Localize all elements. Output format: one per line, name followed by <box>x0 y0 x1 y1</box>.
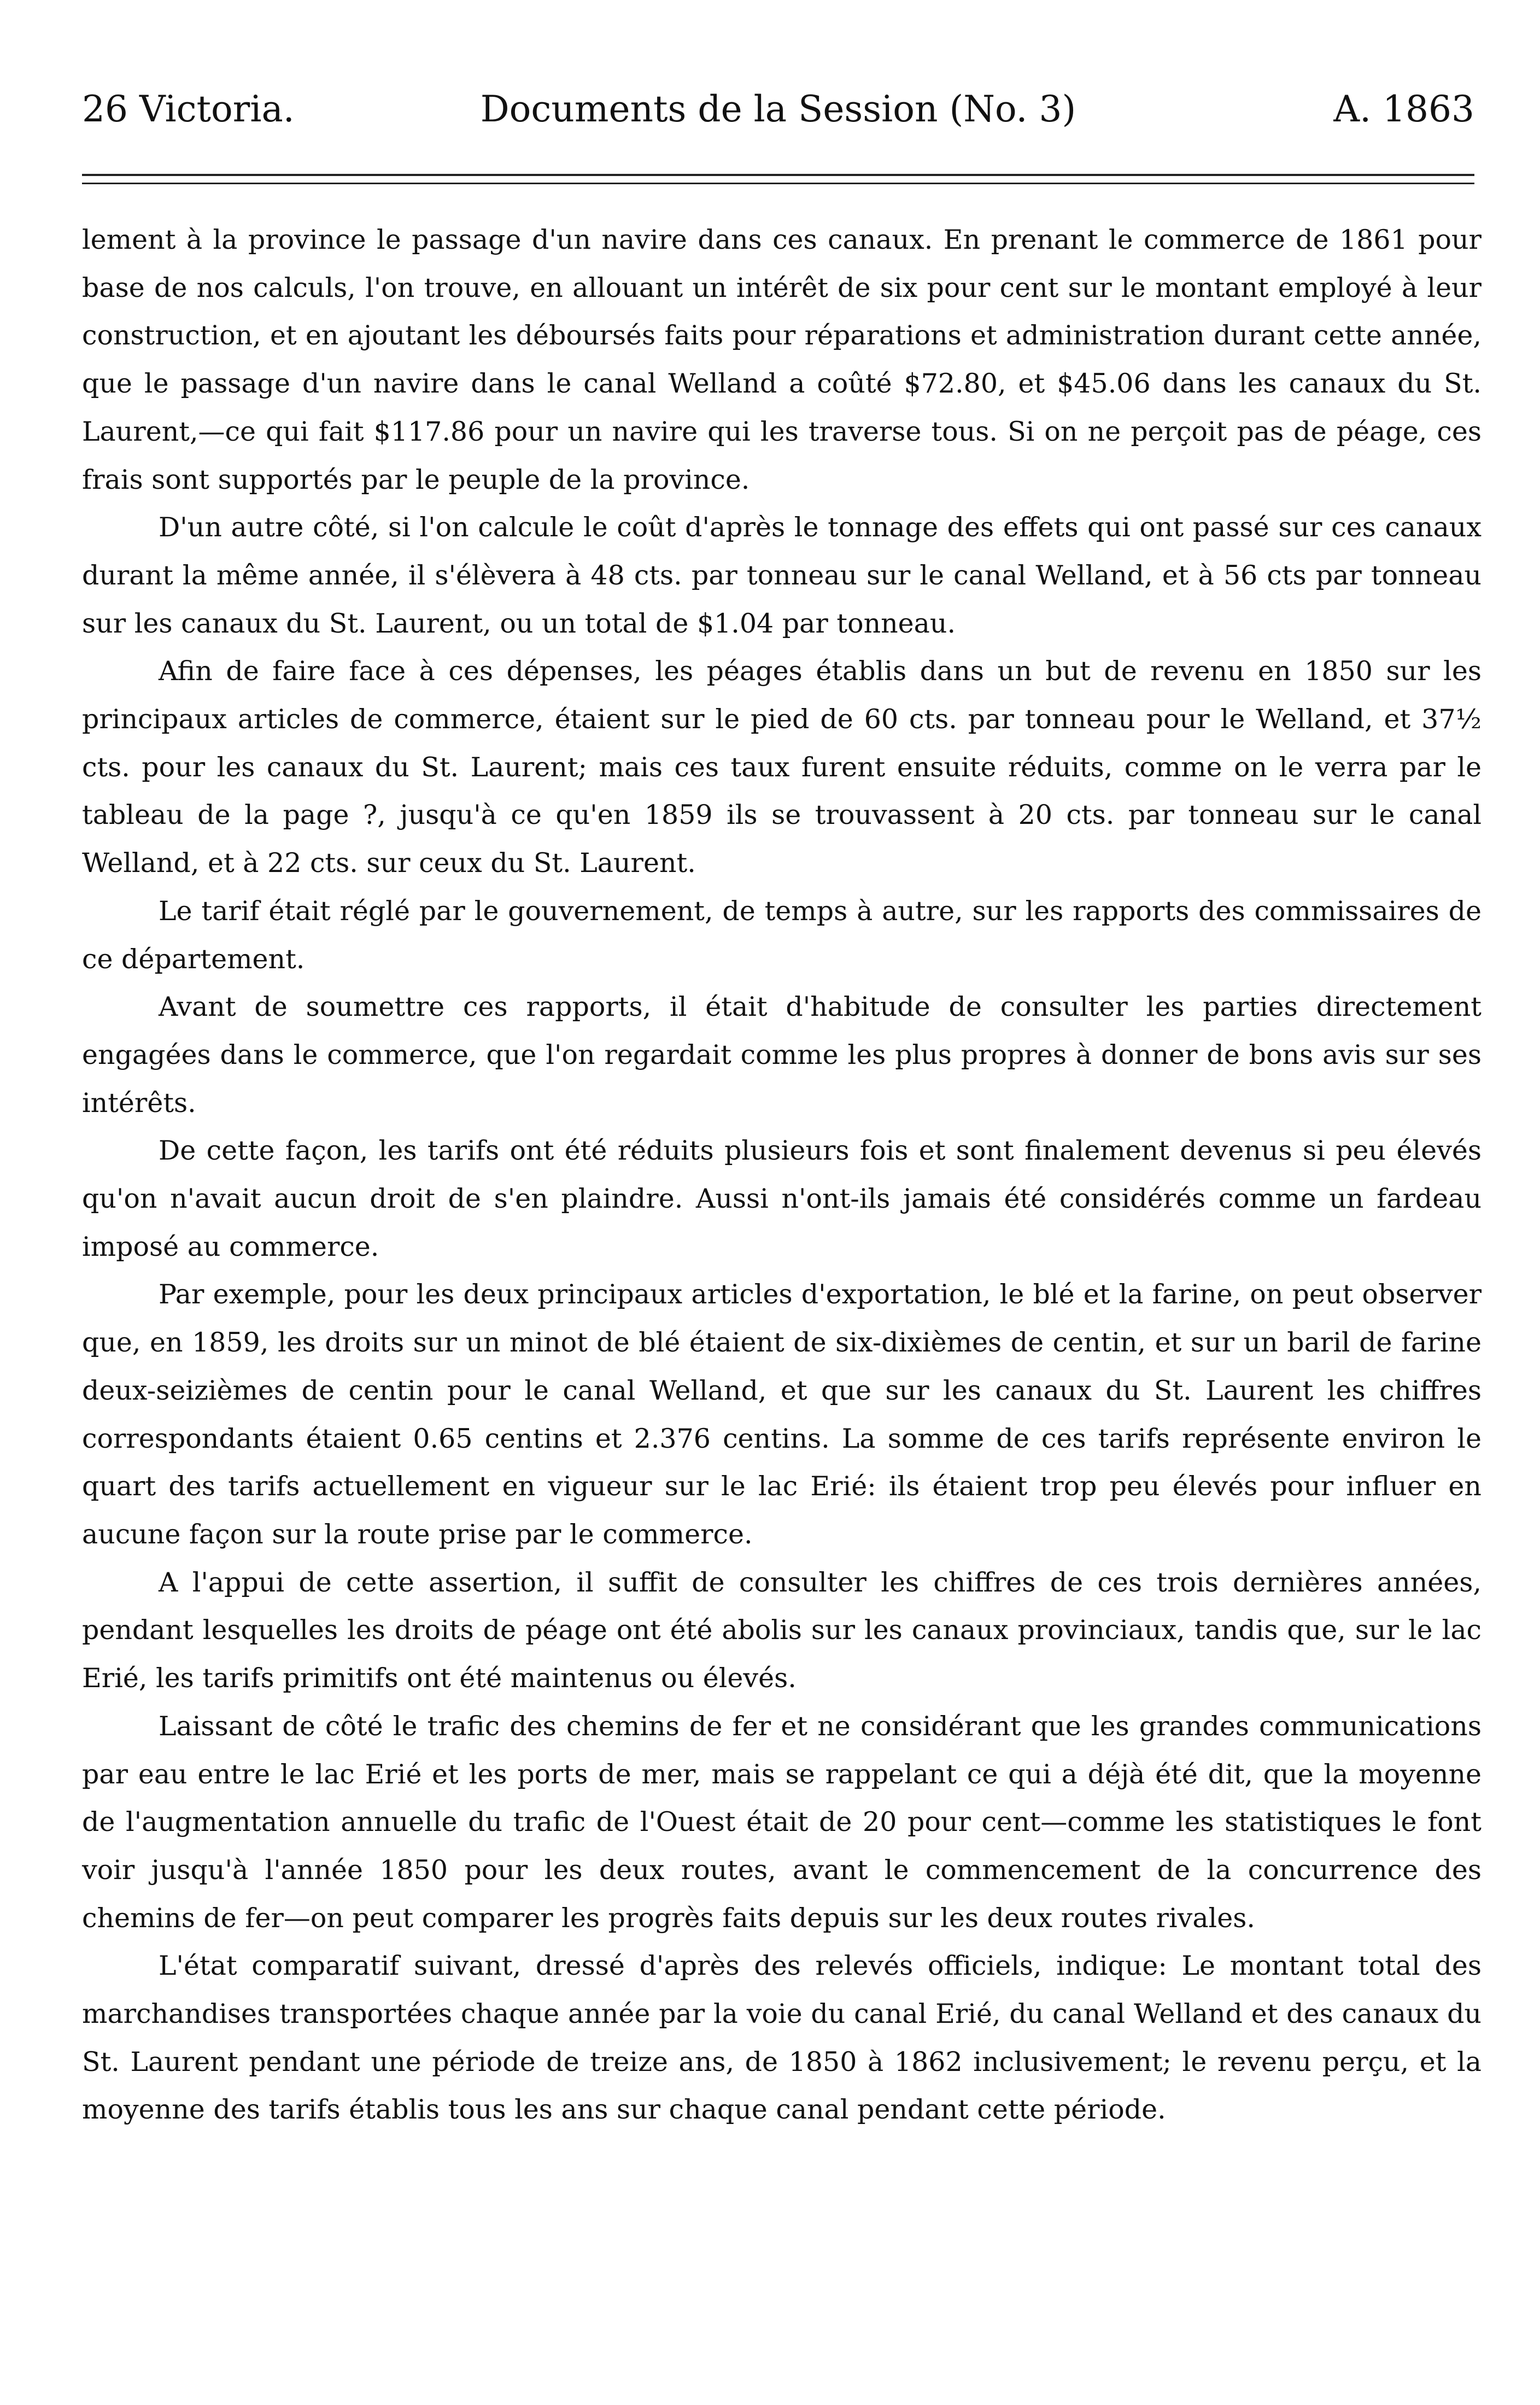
body-text <box>82 216 1482 2134</box>
paragraph-5: Avant de soumettre ces rapports, il était d'habitude de consulter les parties directement engagées dans le commerce, que l'on regardait comme les plus propres à donner de bons avis sur ses intérêts. <box>82 991 1482 1119</box>
header-double-rule <box>82 174 1474 184</box>
paragraph-4: Le tarif était réglé par le gouvernement, de temps à autre, sur les rapports des commissaires de ce département. <box>82 895 1482 975</box>
paragraph-3: Afin de faire face à ces dépenses, les péages établis dans un but de revenu en 1850 sur les principaux articles de commerce, étaient sur le pied de 60 cts. par tonneau pour le Welland, et 37½ cts. pour les canaux du St. Laurent; mais ces taux furent ensuite réduits, comme on le verra par le tableau de la page ?, jusqu'à ce qu'en 1859 ils se trouvassent à 20 cts. par tonneau sur le canal Welland, et à 22 cts. sur ceux du St. Laurent. <box>82 656 1482 879</box>
paragraph-2: D'un autre côté, si l'on calcule le coût d'après le tonnage des effets qui ont passé sur ces canaux durant la même année, il s'élèvera à 48 cts. par tonneau sur le canal Welland, et à 56 cts par tonneau sur les canaux du St. Laurent, ou un total de $1.04 par tonneau. <box>82 512 1482 639</box>
paragraph-7: Par exemple, pour les deux principaux articles d'exportation, le blé et la farine, on peut observer que, en 1859, les droits sur un minot de blé étaient de six-dixièmes de centin, et sur un baril de farine deux-seizièmes de centin pour le canal Welland, et que sur les canaux du St. Laurent les chiffres correspondants étaient 0.65 centins et 2.376 centins. La somme de ces tarifs représente environ le quart des tarifs actuellement en vigueur sur le lac Erié: ils étaient trop peu élevés pour influer en aucune façon sur la route prise par le commerce. <box>82 1279 1482 1550</box>
paragraph-9: Laissant de côté le trafic des chemins de fer et ne considérant que les grandes communications par eau entre le lac Erié et les ports de mer, mais se rappelant ce qui a déjà été dit, que la moyenne de l'augmentation annuelle du trafic de l'Ouest était de 20 pour cent—comme les statistiques le font voir jusqu'à l'année 1850 pour les deux routes, avant le commencement de la concurrence des chemins de fer—on peut comparer les progrès faits depuis sur les deux routes rivales. <box>82 1710 1482 1934</box>
header-title: Documents de la Session (No. 3) <box>480 88 1076 130</box>
header-year: A. 1863 <box>1333 88 1474 130</box>
running-head <box>82 82 1474 137</box>
paragraph-10: L'état comparatif suivant, dressé d'après des relevés officiels, indique: Le montant total des marchandises transportées chaque année par la voie du canal Erié, du canal Welland et des canaux du St. Laurent pendant une période de treize ans, de 1850 à 1862 inclusivement; le revenu perçu, et la moyenne des tarifs établis tous les ans sur chaque canal pendant cette période. <box>82 1950 1482 2126</box>
header-volume: 26 Victoria. <box>82 88 295 130</box>
paragraph-1: lement à la province le passage d'un navire dans ces canaux. En prenant le commerce de 1861 pour base de nos calculs, l'on trouve, en allouant un intérêt de six pour cent sur le montant employé à leur construction, et en ajoutant les déboursés faits pour réparations et administration durant cette année, que le passage d'un navire dans le canal Welland a coûté $72.80, et $45.06 dans les canaux du St. Laurent,—ce qui fait $117.86 pour un navire qui les traverse tous. Si on ne perçoit pas de péage, ces frais sont supportés par le peuple de la province. <box>82 224 1482 495</box>
paragraph-8: A l'appui de cette assertion, il suffit de consulter les chiffres de ces trois dernières années, pendant lesquelles les droits de péage ont été abolis sur les canaux provinciaux, tandis que, sur le lac Erié, les tarifs primitifs ont été maintenus ou élevés. <box>82 1566 1482 1694</box>
paragraph-6: De cette façon, les tarifs ont été réduits plusieurs fois et sont finalement devenus si peu élevés qu'on n'avait aucun droit de s'en plaindre. Aussi n'ont-ils jamais été considérés comme un fardeau imposé au commerce. <box>82 1135 1482 1262</box>
